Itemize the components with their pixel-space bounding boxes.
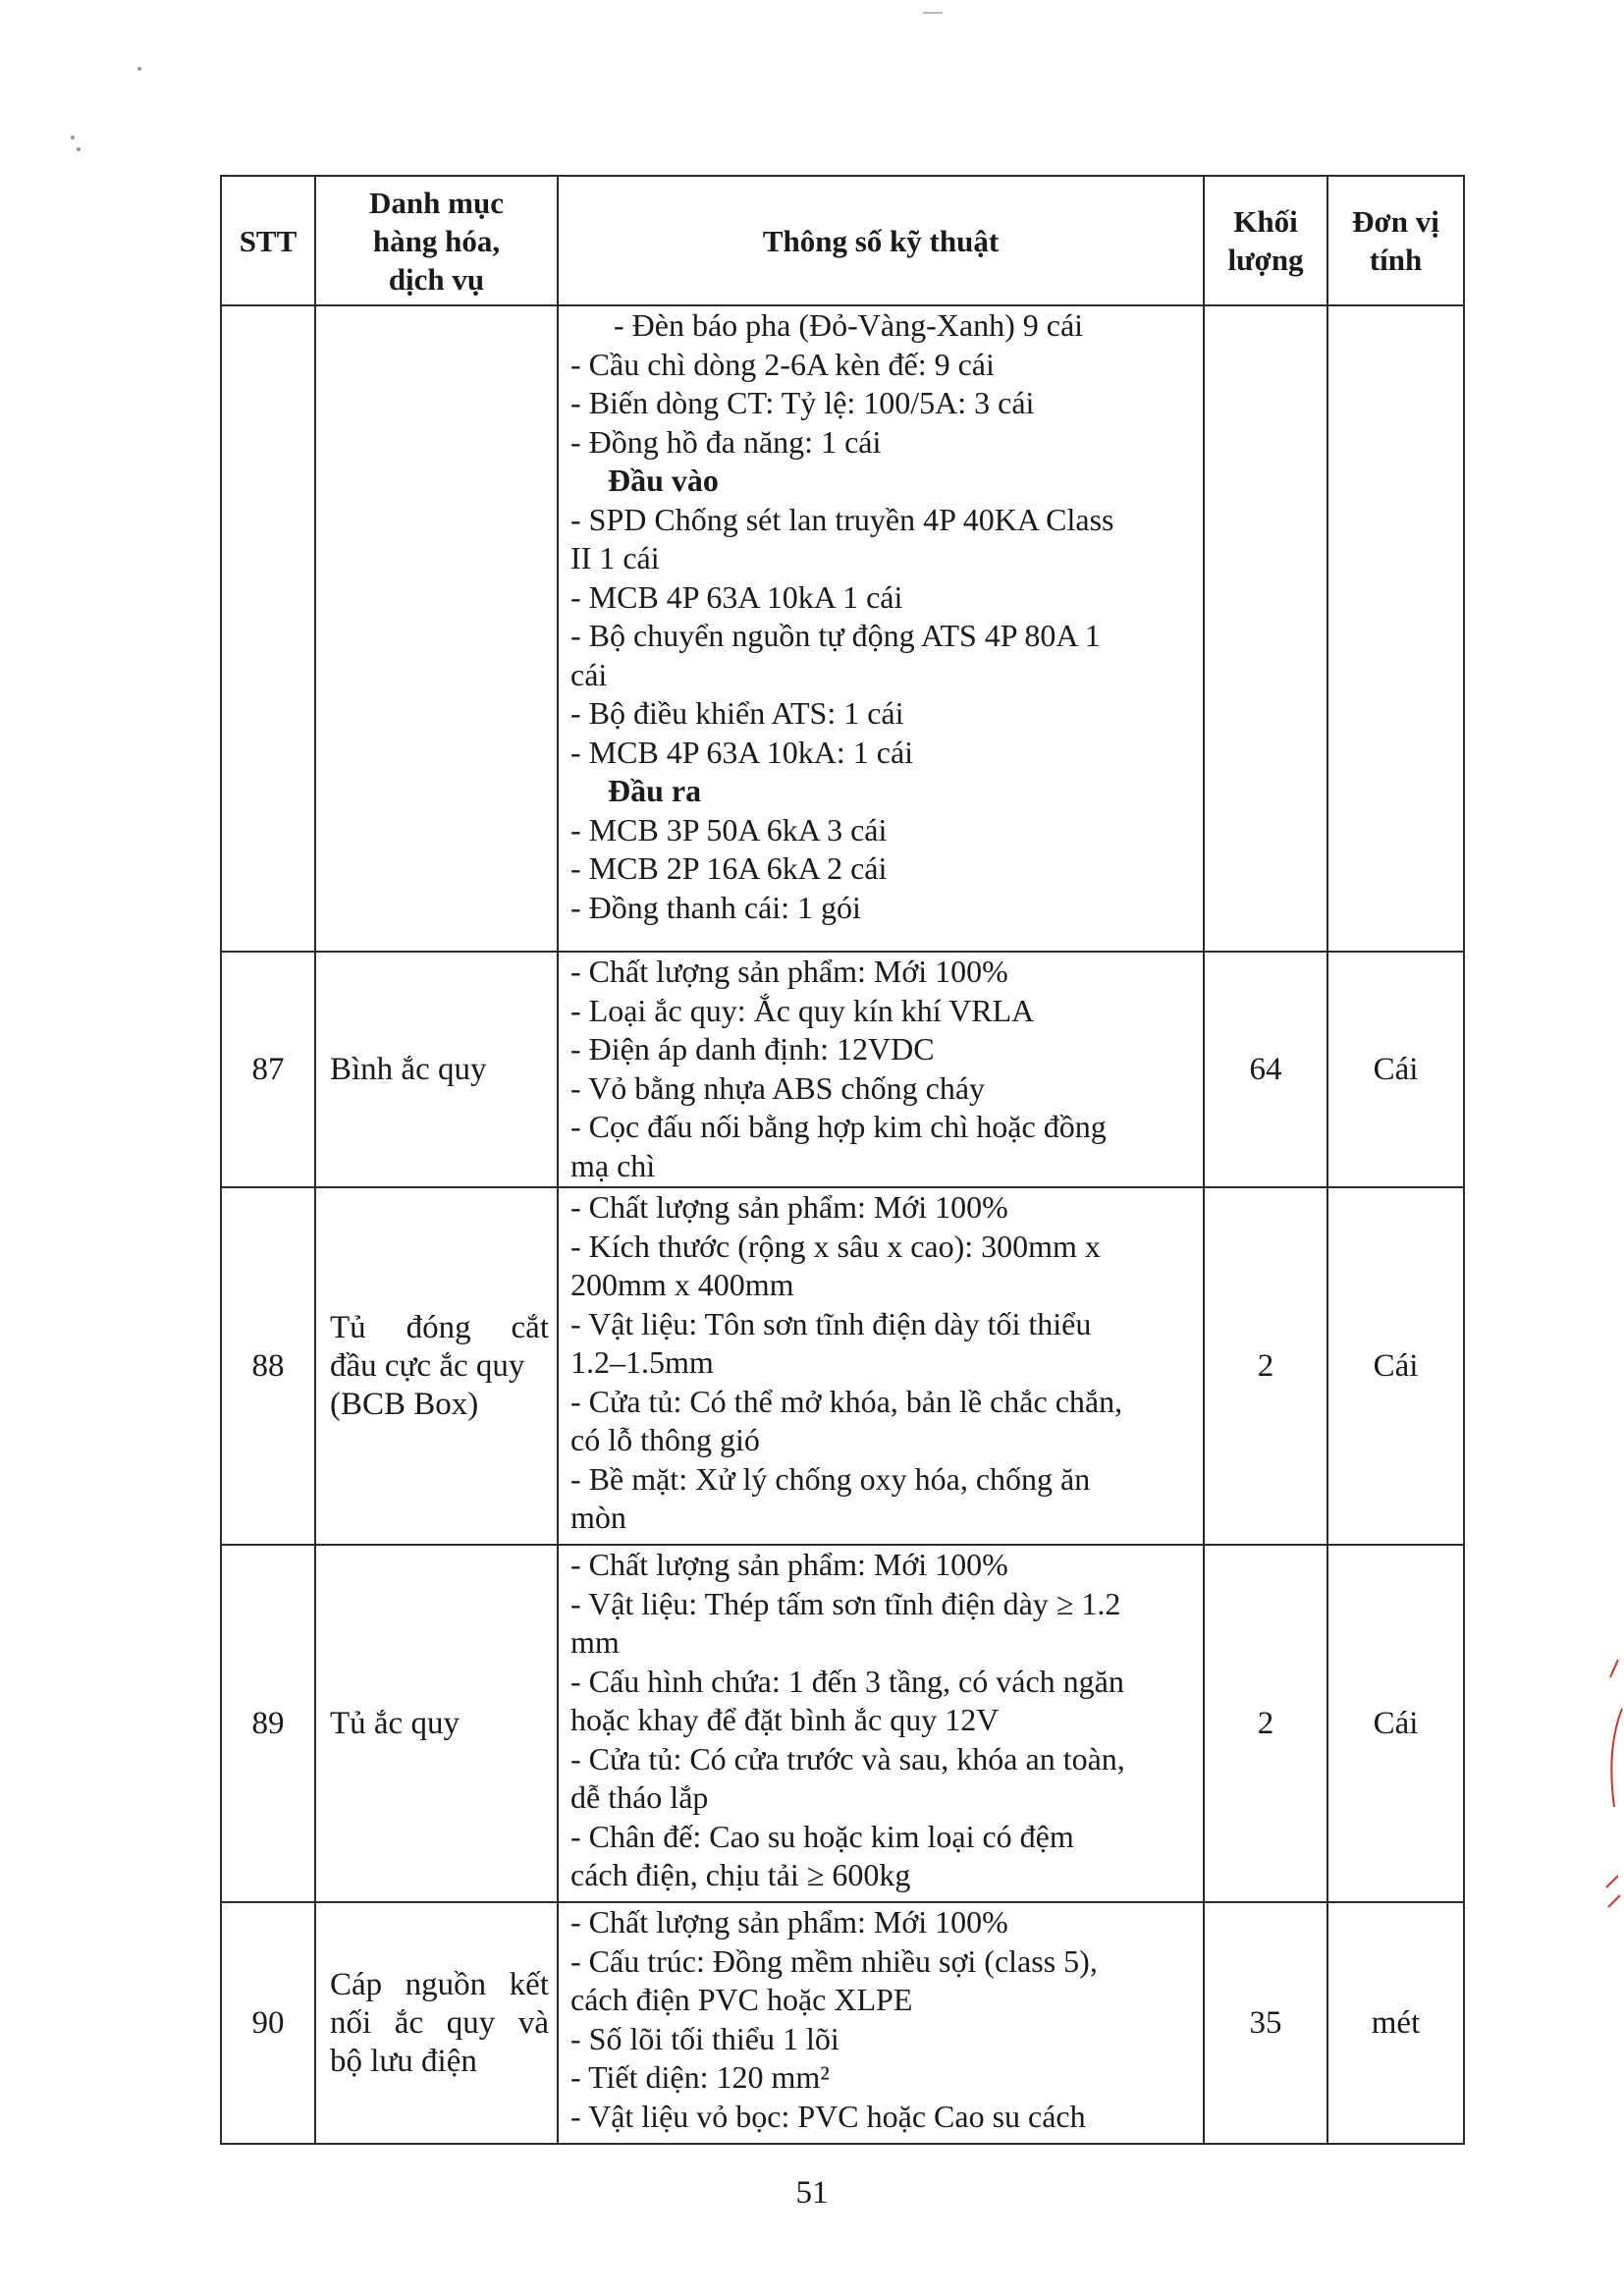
cell-spec (558, 305, 1204, 952)
table-row (221, 952, 1464, 1187)
cell-name (315, 305, 558, 952)
header-unit-line: tính (1369, 243, 1423, 277)
cell-name (315, 952, 558, 1187)
scan-speck (137, 67, 141, 71)
cell-spec (558, 1902, 1204, 2144)
cell-qty: 2 (1204, 1545, 1327, 1902)
spec-line: - MCB 2P 16A 6kA 2 cái (570, 850, 888, 886)
spec-section-heading: Đầu ra (608, 773, 702, 808)
spec-line: - Vật liệu: Tôn sơn tĩnh điện dày tối thiểu (570, 1305, 1092, 1341)
scan-mark (923, 12, 943, 14)
header-category-line: hàng hóa, (372, 223, 501, 258)
header-category-line: dịch vụ (388, 261, 485, 297)
spec-line: - Điện áp danh định: 12VDC (570, 1031, 935, 1066)
cell-spec (558, 1187, 1204, 1545)
spec-line: - Vỏ bằng nhựa ABS chống cháy (570, 1069, 986, 1106)
table-row (221, 1902, 1464, 2144)
spec-line: - Kích thước (rộng x sâu x cao): 300mm x (570, 1228, 1101, 1264)
header-stt: STT (221, 176, 315, 305)
name-line: Tủ đóng cắt (330, 1309, 549, 1345)
header-spec: Thông số kỹ thuật (558, 176, 1204, 305)
cell-spec (558, 952, 1204, 1187)
spec-line: - Cửa tủ: Có cửa trước và sau, khóa an toàn, (570, 1740, 1125, 1777)
name-line: bộ lưu điện (330, 2043, 477, 2079)
scan-speck (71, 136, 75, 139)
cell-stt: 88 (221, 1187, 315, 1545)
table-row-continued (221, 305, 1464, 952)
spec-line: - Chất lượng sản phẩm: Mới 100% (570, 1547, 1008, 1582)
page-number: 51 (795, 2175, 829, 2211)
header-qty-line: lượng (1227, 243, 1304, 277)
cell-unit: Cái (1327, 1545, 1464, 1902)
spec-line: - Đèn báo pha (Đỏ-Vàng-Xanh) 9 cái (614, 307, 1084, 343)
name-line: nối ắc quy và (330, 2004, 549, 2041)
spec-line: - Vật liệu: Thép tấm sơn tĩnh điện dày ≥ 1.2 (570, 1585, 1121, 1621)
spec-line: - Cấu hình chứa: 1 đến 3 tầng, có vách ngăn (570, 1663, 1124, 1699)
header-category (315, 176, 558, 305)
name-line: đầu cực ắc quy (330, 1347, 525, 1384)
cell-stt: 89 (221, 1545, 315, 1902)
spec-line: - Số lõi tối thiểu 1 lõi (570, 2020, 839, 2056)
spec-line: - SPD Chống sét lan truyền 4P 40KA Class (570, 501, 1114, 537)
cell-qty: 64 (1204, 952, 1327, 1187)
header-qty-line: Khối (1233, 204, 1298, 239)
spec-line: - Cấu trúc: Đồng mềm nhiều sợi (class 5), (570, 1942, 1098, 1979)
specification-table (220, 175, 1465, 2145)
cell-qty (1204, 305, 1327, 952)
spec-line: - MCB 4P 63A 10kA 1 cái (570, 578, 903, 615)
spec-line: - Chân đế: Cao su hoặc kim loại có đệm (570, 1818, 1074, 1854)
spec-line: - MCB 4P 63A 10kA: 1 cái (570, 734, 914, 770)
spec-line: cách điện PVC hoặc XLPE (570, 1982, 913, 2017)
spec-line: - Đồng hồ đa năng: 1 cái (570, 423, 882, 460)
spec-line: - Vật liệu vỏ bọc: PVC hoặc Cao su cách (570, 2098, 1086, 2134)
spec-line: hoặc khay để đặt bình ắc quy 12V (570, 1702, 1000, 1737)
cell-unit: Cái (1327, 952, 1464, 1187)
header-unit-line: Đơn vị (1352, 204, 1439, 239)
cell-stt: 87 (221, 952, 315, 1187)
spec-line: mạ chì (570, 1147, 656, 1183)
spec-line: cách điện, chịu tải ≥ 600kg (570, 1857, 911, 1892)
header-unit (1327, 176, 1464, 305)
table-row (221, 1187, 1464, 1545)
spec-line: - Bộ điều khiển ATS: 1 cái (570, 695, 904, 731)
header-row (221, 176, 1464, 305)
header-qty (1204, 176, 1327, 305)
cell-name (315, 1545, 558, 1902)
spec-line: 200mm x 400mm (570, 1267, 794, 1302)
spec-line: - Bề mặt: Xử lý chống oxy hóa, chống ăn (570, 1460, 1091, 1497)
spec-line: - Biến dòng CT: Tỷ lệ: 100/5A: 3 cái (570, 385, 1035, 420)
spec-line: - MCB 3P 50A 6kA 3 cái (570, 811, 888, 847)
spec-line: dễ tháo lắp (570, 1779, 709, 1815)
cell-unit: mét (1327, 1902, 1464, 2144)
spec-line: cái (570, 656, 608, 692)
cell-unit (1327, 305, 1464, 952)
name-line: Cáp nguồn kết (330, 1966, 549, 2002)
cell-unit: Cái (1327, 1187, 1464, 1545)
spec-line: - Cửa tủ: Có thể mở khóa, bản lề chắc chắn, (570, 1383, 1123, 1419)
cell-name (315, 1187, 558, 1545)
spec-line: - Tiết diện: 120 mm² (570, 2059, 830, 2095)
cell-spec (558, 1545, 1204, 1902)
spec-line: mm (570, 1624, 620, 1660)
spec-line: - Chất lượng sản phẩm: Mới 100% (570, 1904, 1008, 1940)
name-line: (BCB Box) (330, 1386, 479, 1422)
cell-qty: 35 (1204, 1902, 1327, 2144)
spec-line: - Bộ chuyển nguồn tự động ATS 4P 80A 1 (570, 618, 1101, 653)
spec-line: mòn (570, 1500, 626, 1535)
spec-line: - Chất lượng sản phẩm: Mới 100% (570, 1189, 1008, 1225)
spec-section-heading: Đầu vào (608, 463, 719, 498)
cell-name (315, 1902, 558, 2144)
name-line: Bình ắc quy (330, 1051, 487, 1087)
spec-line: 1.2–1.5mm (570, 1344, 714, 1380)
cell-qty: 2 (1204, 1187, 1327, 1545)
table-row (221, 1545, 1464, 1902)
red-stamp-edge (1597, 1660, 1624, 1915)
spec-line: có lỗ thông gió (570, 1422, 760, 1457)
scan-speck (77, 147, 81, 151)
name-line: Tủ ắc quy (330, 1705, 460, 1741)
spec-line: - Loại ắc quy: Ắc quy kín khí VRLA (570, 992, 1035, 1028)
spec-line: II 1 cái (570, 540, 660, 575)
header-category-line: Danh mục (369, 185, 504, 220)
spec-line: - Cọc đấu nối bằng hợp kim chì hoặc đồng (570, 1109, 1107, 1144)
cell-stt (221, 305, 315, 952)
spec-line: - Chất lượng sản phẩm: Mới 100% (570, 954, 1008, 989)
spec-line: - Cầu chì dòng 2-6A kèn đế: 9 cái (570, 346, 995, 382)
spec-line: - Đồng thanh cái: 1 gói (570, 889, 861, 925)
cell-stt: 90 (221, 1902, 315, 2144)
